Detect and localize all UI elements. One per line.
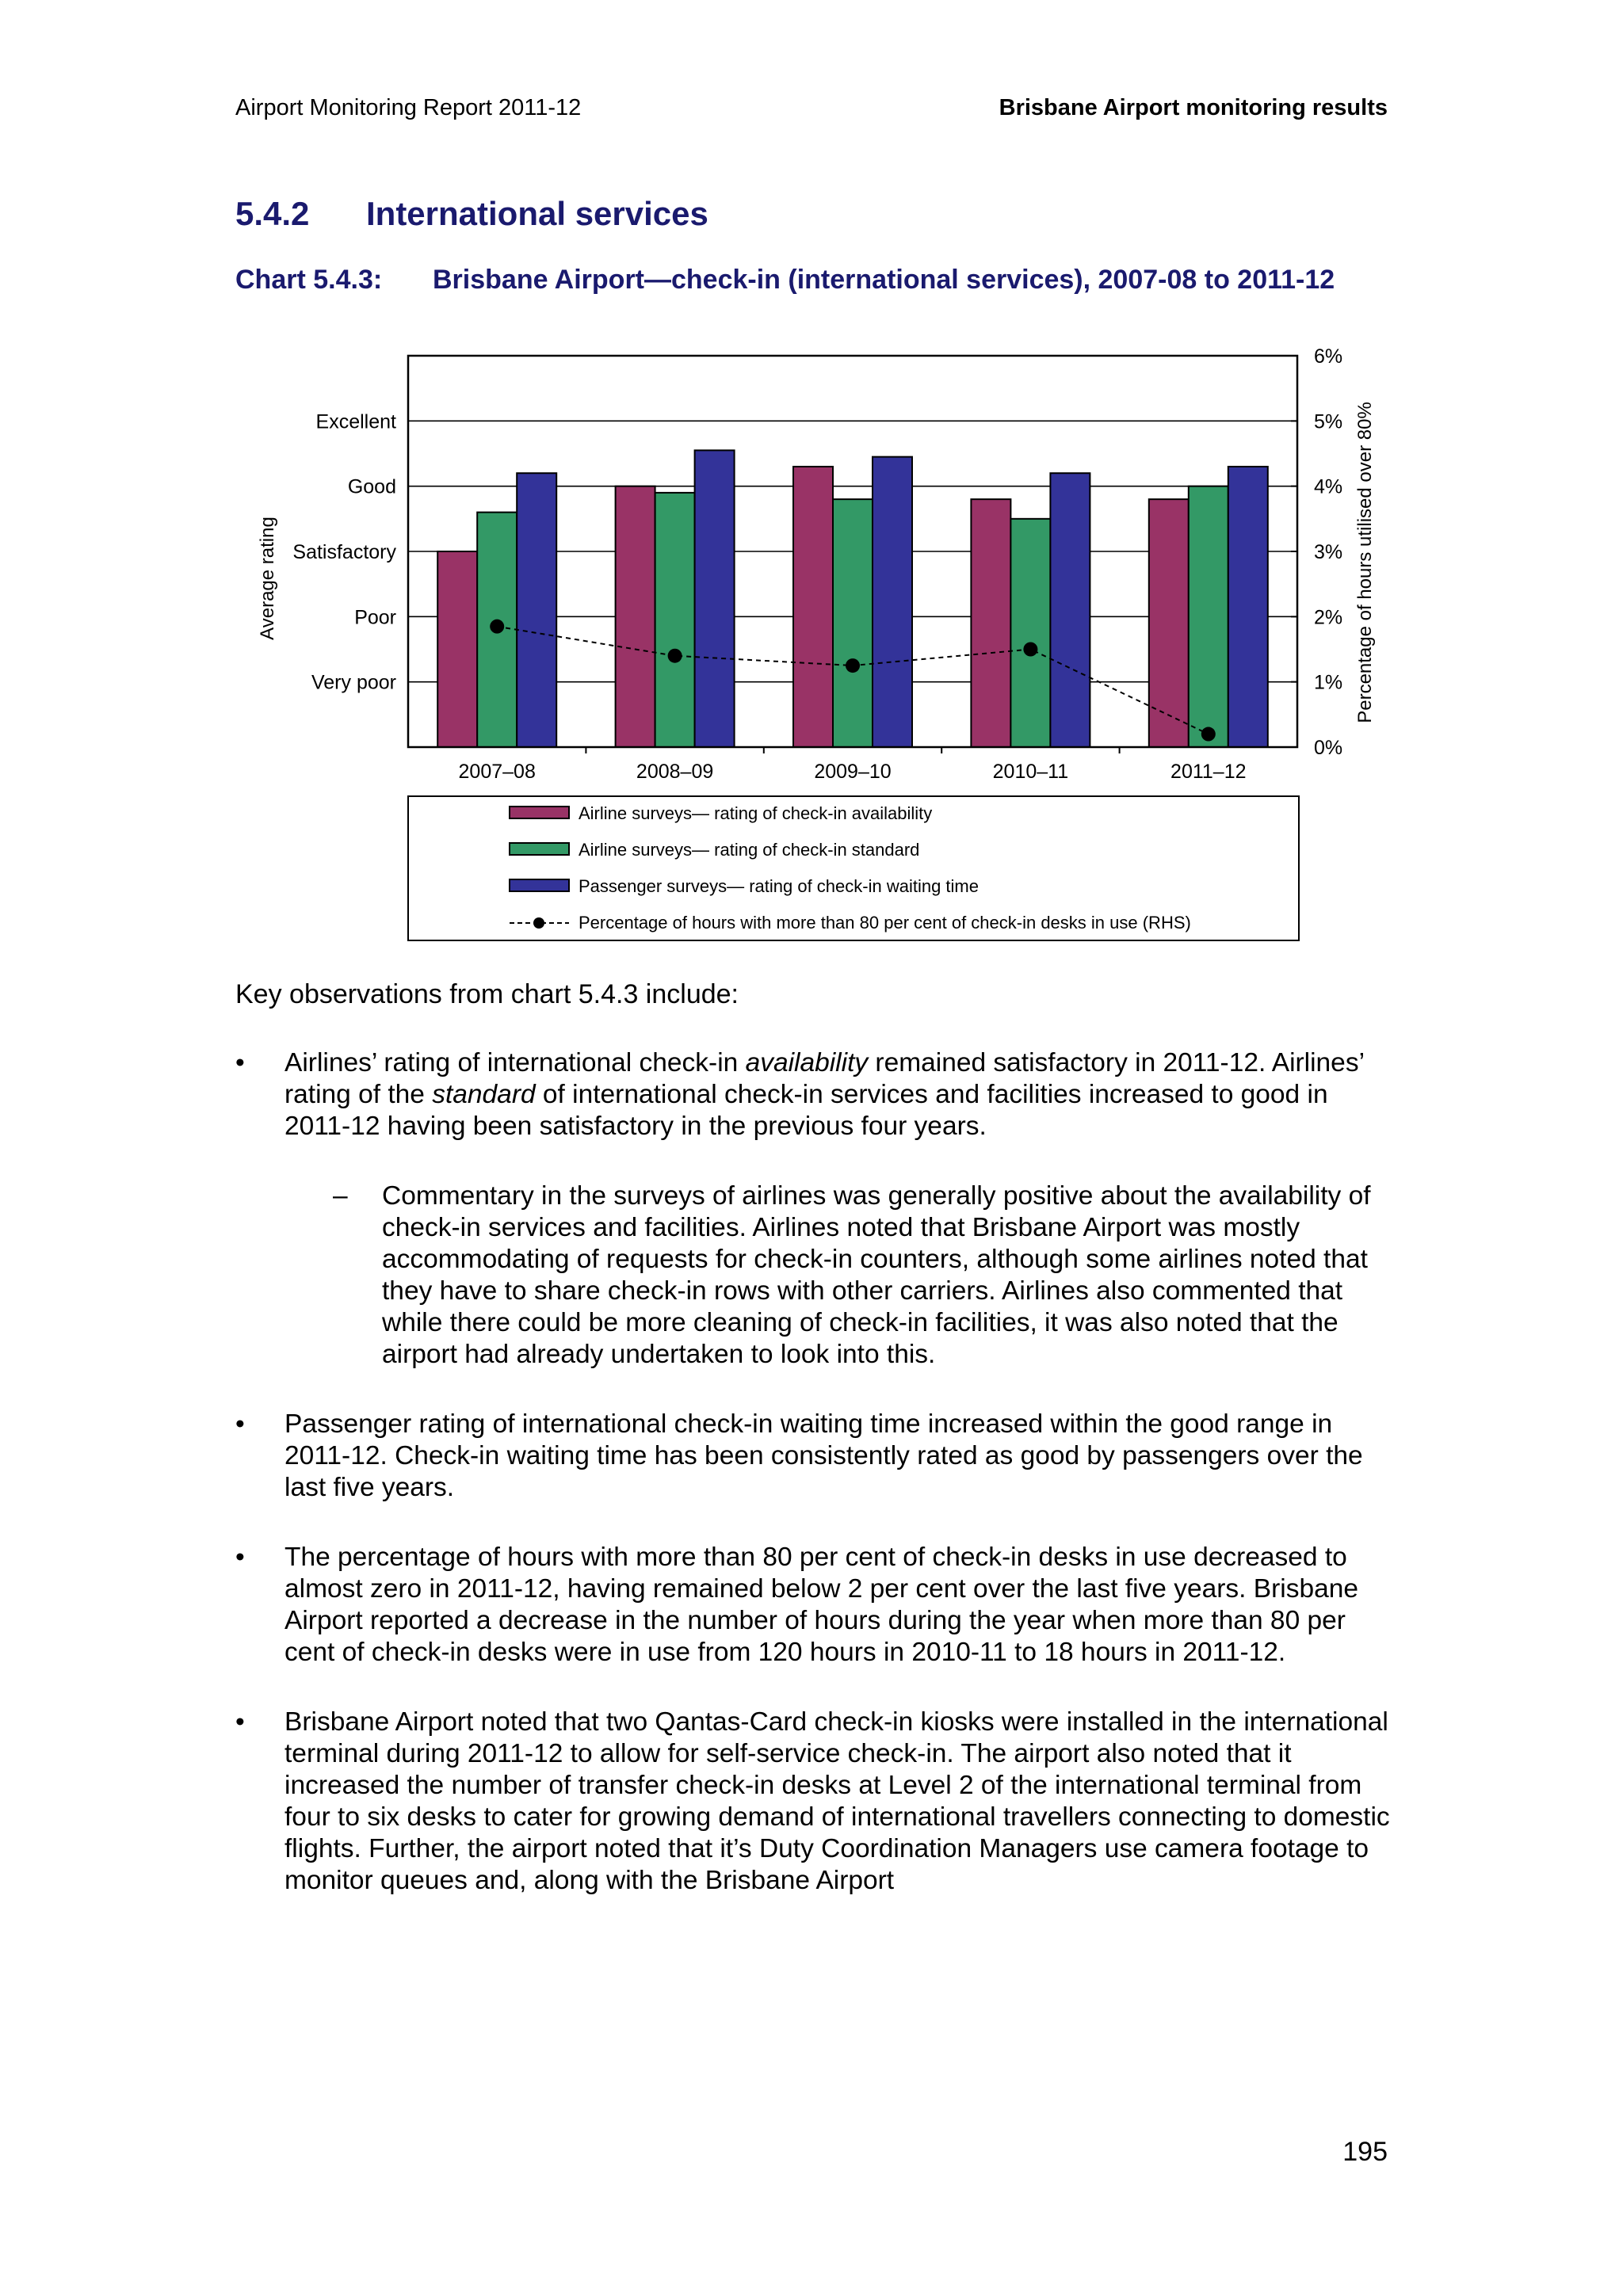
x-tick-label: 2007–08 bbox=[458, 761, 536, 783]
list-item bbox=[235, 1047, 1392, 1142]
bar bbox=[833, 499, 873, 747]
legend-swatch bbox=[510, 879, 569, 891]
left-tick-label: Excellent bbox=[315, 410, 396, 433]
legend-swatch bbox=[510, 807, 569, 818]
right-tick-label: 6% bbox=[1314, 345, 1343, 368]
section-number: 5.4.2 bbox=[235, 195, 310, 232]
bar bbox=[873, 457, 912, 747]
page-number: 195 bbox=[1342, 2137, 1388, 2167]
legend-swatch bbox=[510, 843, 569, 855]
line-point bbox=[1023, 643, 1037, 657]
x-tick-label: 2009–10 bbox=[814, 761, 892, 783]
right-axis-label: Percentage of hours utilised over 80% bbox=[1354, 402, 1376, 723]
bullet-text: of international check-in services and facilities increased to good in 2011-12 having been satisfactory in the previous four years. bbox=[285, 1080, 1328, 1141]
line-point bbox=[1201, 727, 1216, 742]
chart-number: Chart 5.4.3: bbox=[235, 265, 383, 295]
legend-label: Passenger surveys— rating of check-in waiting time bbox=[579, 876, 979, 896]
x-tick-label: 2010–11 bbox=[992, 761, 1069, 783]
observations-list bbox=[235, 1047, 1392, 1935]
sub-bullet-text: Commentary in the surveys of airlines was generally positive about the availability of check-in services and facilities. Airlines noted that Brisbane Airport was mostly accommodating of requests for check-in counters, although some airlines noted that they have to share check-in rows with other carriers. Airlines also commented that while there could be more cleaning of check-in facilities, it was also noted that the airport had already undertaken to look into this. bbox=[382, 1181, 1371, 1369]
legend-line-marker bbox=[533, 917, 544, 929]
left-axis-ticks bbox=[292, 410, 396, 693]
right-tick-label: 4% bbox=[1314, 475, 1343, 498]
bar bbox=[1189, 486, 1228, 747]
bar bbox=[1010, 519, 1050, 747]
list-item bbox=[235, 1542, 1392, 1669]
bullet-text: remained satisfactory in 2011-12. Airlines’ rating of the bbox=[285, 1048, 1364, 1109]
left-tick-label: Very poor bbox=[311, 671, 396, 694]
right-tick-label: 1% bbox=[1314, 671, 1343, 694]
bullet-text: The percentage of hours with more than 80 per cent of check-in desks in use decreased to almost zero in 2011-12, having remained below 2 per cent over the last five years. Brisbane Airport reported a decrease in the number of hours during the year when more than 80 per cent of check-in desks were in use from 120 hours in 2010-11 to 18 hours in 2011-12. bbox=[285, 1543, 1358, 1667]
bullet-emphasis: standard bbox=[432, 1080, 536, 1109]
left-tick-label: Poor bbox=[354, 606, 396, 629]
x-tick-label: 2008–09 bbox=[636, 761, 714, 783]
bar bbox=[616, 486, 655, 747]
right-tick-label: 5% bbox=[1314, 410, 1343, 433]
bullet-icon: • bbox=[235, 1707, 245, 1737]
left-tick-label: Good bbox=[347, 475, 396, 498]
bar bbox=[517, 473, 556, 747]
line-point bbox=[846, 658, 860, 673]
bar bbox=[695, 450, 735, 747]
x-axis-ticks bbox=[459, 747, 1247, 783]
chart-title: Brisbane Airport—check-in (international services), 2007-08 to 2011-12 bbox=[433, 265, 1335, 295]
dash-icon: – bbox=[333, 1181, 348, 1211]
right-tick-label: 0% bbox=[1314, 737, 1343, 759]
list-item bbox=[235, 1409, 1392, 1504]
bar bbox=[437, 551, 477, 747]
section-title: International services bbox=[366, 195, 708, 232]
bar bbox=[655, 493, 695, 747]
list-item bbox=[235, 1707, 1392, 1897]
left-tick-label: Satisfactory bbox=[292, 541, 396, 563]
line-point bbox=[490, 620, 504, 634]
bullet-icon: • bbox=[235, 1409, 245, 1439]
bullet-icon: • bbox=[235, 1543, 245, 1572]
bullet-text: Airlines’ rating of international check-in bbox=[285, 1048, 746, 1077]
legend-label: Percentage of hours with more than 80 per cent of check-in desks in use (RHS) bbox=[579, 913, 1191, 933]
bar bbox=[1149, 499, 1189, 747]
bullet-icon: • bbox=[235, 1048, 245, 1077]
bars bbox=[437, 450, 1268, 747]
bar bbox=[1228, 467, 1268, 747]
bar bbox=[1050, 473, 1090, 747]
legend-label: Airline surveys— rating of check-in standard bbox=[579, 840, 920, 860]
section-header: Brisbane Airport monitoring results bbox=[999, 95, 1388, 120]
right-tick-label: 3% bbox=[1314, 541, 1343, 563]
sub-list-item bbox=[235, 1180, 1392, 1371]
key-observations-intro: Key observations from chart 5.4.3 include: bbox=[235, 979, 739, 1009]
chart bbox=[0, 0, 1623, 967]
left-axis-label: Average rating bbox=[257, 517, 278, 640]
report-title: Airport Monitoring Report 2011-12 bbox=[235, 95, 582, 120]
bullet-emphasis: availability bbox=[745, 1048, 869, 1077]
line-point bbox=[668, 649, 682, 663]
legend-label: Airline surveys— rating of check-in availability bbox=[579, 803, 933, 823]
right-tick-label: 2% bbox=[1314, 606, 1343, 629]
bullet-text: Brisbane Airport noted that two Qantas-Card check-in kiosks were installed in the international terminal during 2011-12 to allow for self-service check-in. The airport also noted that it increased the number of transfer check-in desks at Level 2 of the international terminal from four to six desks to cater for growing demand of international travellers connecting to domestic flights. Further, the airport noted that it’s Duty Coordination Managers use camera footage to monitor queues and, along with the Brisbane Airport bbox=[285, 1707, 1390, 1895]
bar bbox=[793, 467, 833, 747]
x-tick-label: 2011–12 bbox=[1170, 761, 1247, 783]
bullet-text: Passenger rating of international check-in waiting time increased within the good range in 2011-12. Check-in waiting time has been consistently rated as good by passengers over the last five years. bbox=[285, 1409, 1363, 1502]
right-axis-ticks bbox=[1291, 345, 1342, 759]
bar bbox=[971, 499, 1010, 747]
